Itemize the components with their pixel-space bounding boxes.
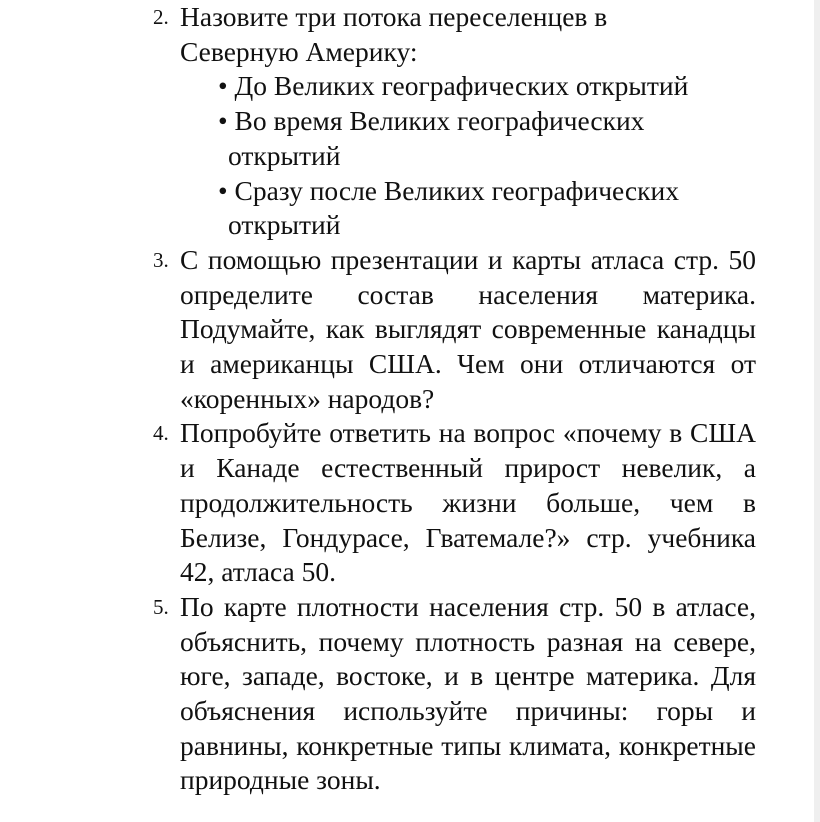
question-number: 5.: [153, 594, 169, 619]
document-page: [150, 0, 756, 798]
bullet-text: • Во время Великих географических: [218, 105, 645, 137]
question-text: Попробуйте ответить на вопрос «почему в США и Канаде естественный прирост невелик, а продолжительность жизни больше, чем в Белизе, Гондурасе, Гватемале?» стр. учебника 42, атласа 50.: [180, 417, 756, 588]
question-number: 3.: [153, 247, 169, 272]
bullet-text: • Сразу после Великих географических: [218, 174, 679, 206]
bullet-item: [180, 174, 756, 243]
question-number: 4.: [153, 421, 169, 446]
bullet-item: [180, 104, 756, 173]
question-text: С помощью презентации и карты атласа стр. 50 определите состав населения материка. Подумайте, как выглядят современные канадцы и американцы США. Чем они отличаются от «коренных» народов?: [180, 243, 756, 414]
bullet-item: [180, 69, 756, 104]
bullet-text-continued: открытий: [228, 139, 341, 171]
page-edge: [814, 0, 820, 822]
bullet-text: • До Великих географических открытий: [218, 70, 689, 102]
question-5: [150, 590, 756, 798]
question-3: [150, 243, 756, 417]
question-number: 2.: [153, 5, 169, 29]
bullet-list: [180, 69, 756, 243]
question-line: Северную Америку:: [180, 35, 418, 67]
question-text: По карте плотности населения стр. 50 в атласе, объяснить, почему плотность разная на севере, юге, западе, востоке, и в центре материка. Для объяснения используйте причины: горы и равнины, конкретные типы климата, конкретные природные зоны.: [180, 590, 756, 796]
question-4: [150, 416, 756, 590]
question-line: Назовите три потока переселенцев в: [180, 1, 608, 32]
bullet-text-continued: открытий: [228, 209, 341, 241]
question-2: [150, 0, 756, 243]
